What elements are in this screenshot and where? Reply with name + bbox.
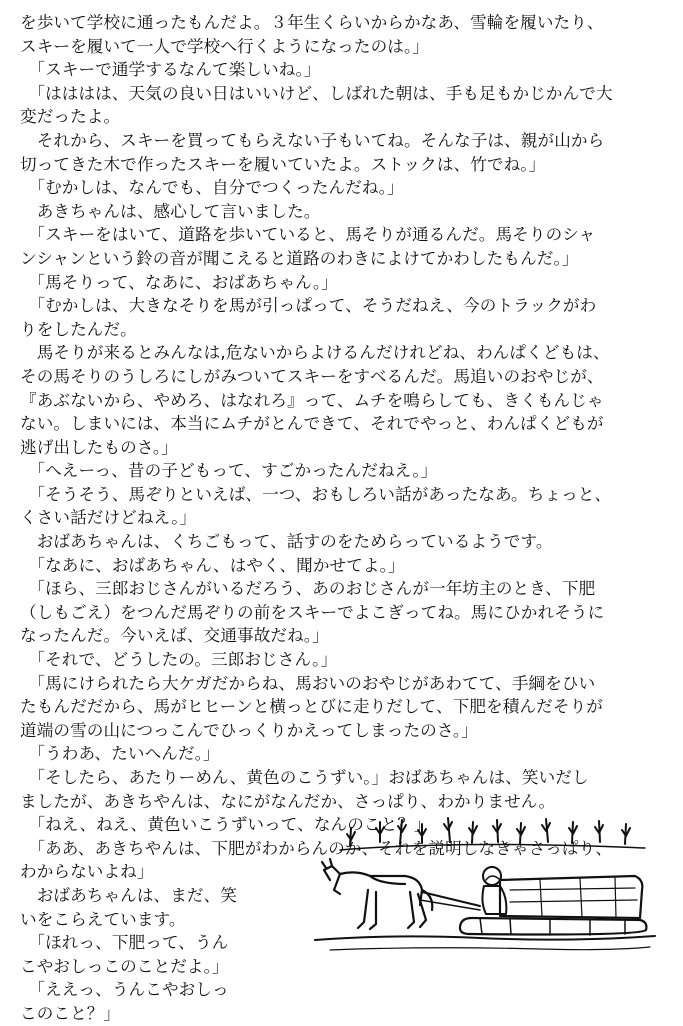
text-line: なったんだ。今いえば、交通事故だね。」 xyxy=(20,626,329,646)
text-line: 「そしたら、あたりーめん、黄色のこうずい。」おばあちゃんは、笑いだし xyxy=(20,768,589,787)
text-line: 「むかしは、なんでも、自分でつくったんだね。」 xyxy=(20,178,404,198)
horse-sled-illustration-icon xyxy=(310,810,660,960)
text-line: ない。しまいには、本当にムチがとんできて、それでやっと、わんぱくどもが xyxy=(20,414,604,434)
text-line: わからないよね」 xyxy=(20,862,154,882)
text-line: 「馬にけられたら大ケガだからね、馬おいのおやじがあわてて、手綱をひい xyxy=(20,673,596,693)
text-line: 「ああ、あきちやんは、下肥がわからんのか、それを説明しなきゃさっぱり、 xyxy=(20,838,613,858)
text-line: 変だったよ。 xyxy=(20,107,121,127)
text-line: このこと？」 xyxy=(20,1003,121,1023)
text-line: 「スキーをはいて、道路を歩いていると、馬そりが通るんだ。馬そりのシャ xyxy=(20,225,596,245)
text-line: ンシャンという鈴の音が聞こえると道路のわきによけてかわしたもんだ。」 xyxy=(20,248,579,268)
text-line: いをこらえています。 xyxy=(20,909,186,929)
text-line: スキーを履いて一人で学校へ行くようになったのは。」 xyxy=(20,36,430,56)
text-line: 馬そりが来るとみんなは,危ないからよけるんだけれどね、わんぱくどもは、 xyxy=(20,343,610,363)
text-line: 「馬そりって、なあに、おばあちゃん。」 xyxy=(20,272,338,292)
text-line: おばあちゃんは、まだ、笑 xyxy=(20,885,238,905)
text-line: 道端の雪の山につっこんでひっくりかえってしまったのさ。」 xyxy=(20,720,478,740)
text-line: それから、スキーを買ってもらえない子もいてね。そんな子は、親が山から xyxy=(20,130,605,150)
text-line: 切ってきた木で作ったスキーを履いていたよ。ストックは、竹でね。」 xyxy=(20,154,546,174)
text-line: 「そうそう、馬ぞりといえば、一つ、おもしろい話があったなあ。ちょっと、 xyxy=(20,484,612,504)
text-line: その馬そりのうしろにしがみついてスキーをすべるんだ。馬追いのおやじが、 xyxy=(20,366,604,386)
text-line: を歩いて学校に通ったもんだよ。３年生くらいからかなあ、雪輪を履いたり、 xyxy=(20,13,604,32)
text-line: 「むかしは、大きなそりを馬が引っぱって、そうだねえ、今のトラックがわ xyxy=(20,296,597,316)
text-line: （しもごえ）をつんだ馬ぞりの前をスキーでよこぎってね。馬にひかれそうに xyxy=(20,602,605,622)
text-line: ましたが、あきちやんは、なにがなんだか、さっぱり、わかりません。 xyxy=(20,791,556,811)
text-line: 「ええっ、うんこやおしっ xyxy=(20,980,229,1000)
text-line: くさい話だけどねえ。」 xyxy=(20,508,197,528)
text-line: 「へえーっ、昔の子どもって、すごかったんだねえ。」 xyxy=(20,461,438,481)
text-line: 「うわあ、たいへんだ。」 xyxy=(20,744,220,764)
text-line: りをしたんだ。 xyxy=(20,319,137,339)
text-line: あきちゃんは、感心して言いました。 xyxy=(20,201,321,221)
text-line: おばあちゃんは、くちごもって、話すのをためらっているようです。 xyxy=(20,532,553,552)
text-line: たもんだだから、馬がヒヒーンと横っとびに走りだして、下肥を積んだそりが xyxy=(20,697,603,717)
text-line: 「はははは、天気の良い日はいいけど、しばれた朝は、手も足もかじかんで大 xyxy=(20,83,613,103)
text-line: 「ねえ、ねえ、黄色いこうずいって、なんのこと？」 xyxy=(20,815,431,835)
text-line: 「なあに、おばあちゃん、はやく、聞かせてよ。」 xyxy=(20,555,405,575)
text-line: 「それで、どうしたの。三郎おじさん。」 xyxy=(20,650,338,670)
text-line: こやおしっこのことだよ。」 xyxy=(20,956,229,976)
text-line: 「ほら、三郎おじさんがいるだろう、あのおじさんが一年坊主のとき、下肥 xyxy=(20,579,596,599)
text-line: 逃げ出したものさ。」 xyxy=(20,437,178,457)
text-line: 「スキーで通学するなんて楽しいね。」 xyxy=(20,60,321,80)
text-line: 『あぶないから、やめろ、はなれろ』って、ムチを鳴らしても、きくもんじゃ xyxy=(20,390,604,410)
text-line: 「ほれっ、下肥って、うん xyxy=(20,933,229,953)
